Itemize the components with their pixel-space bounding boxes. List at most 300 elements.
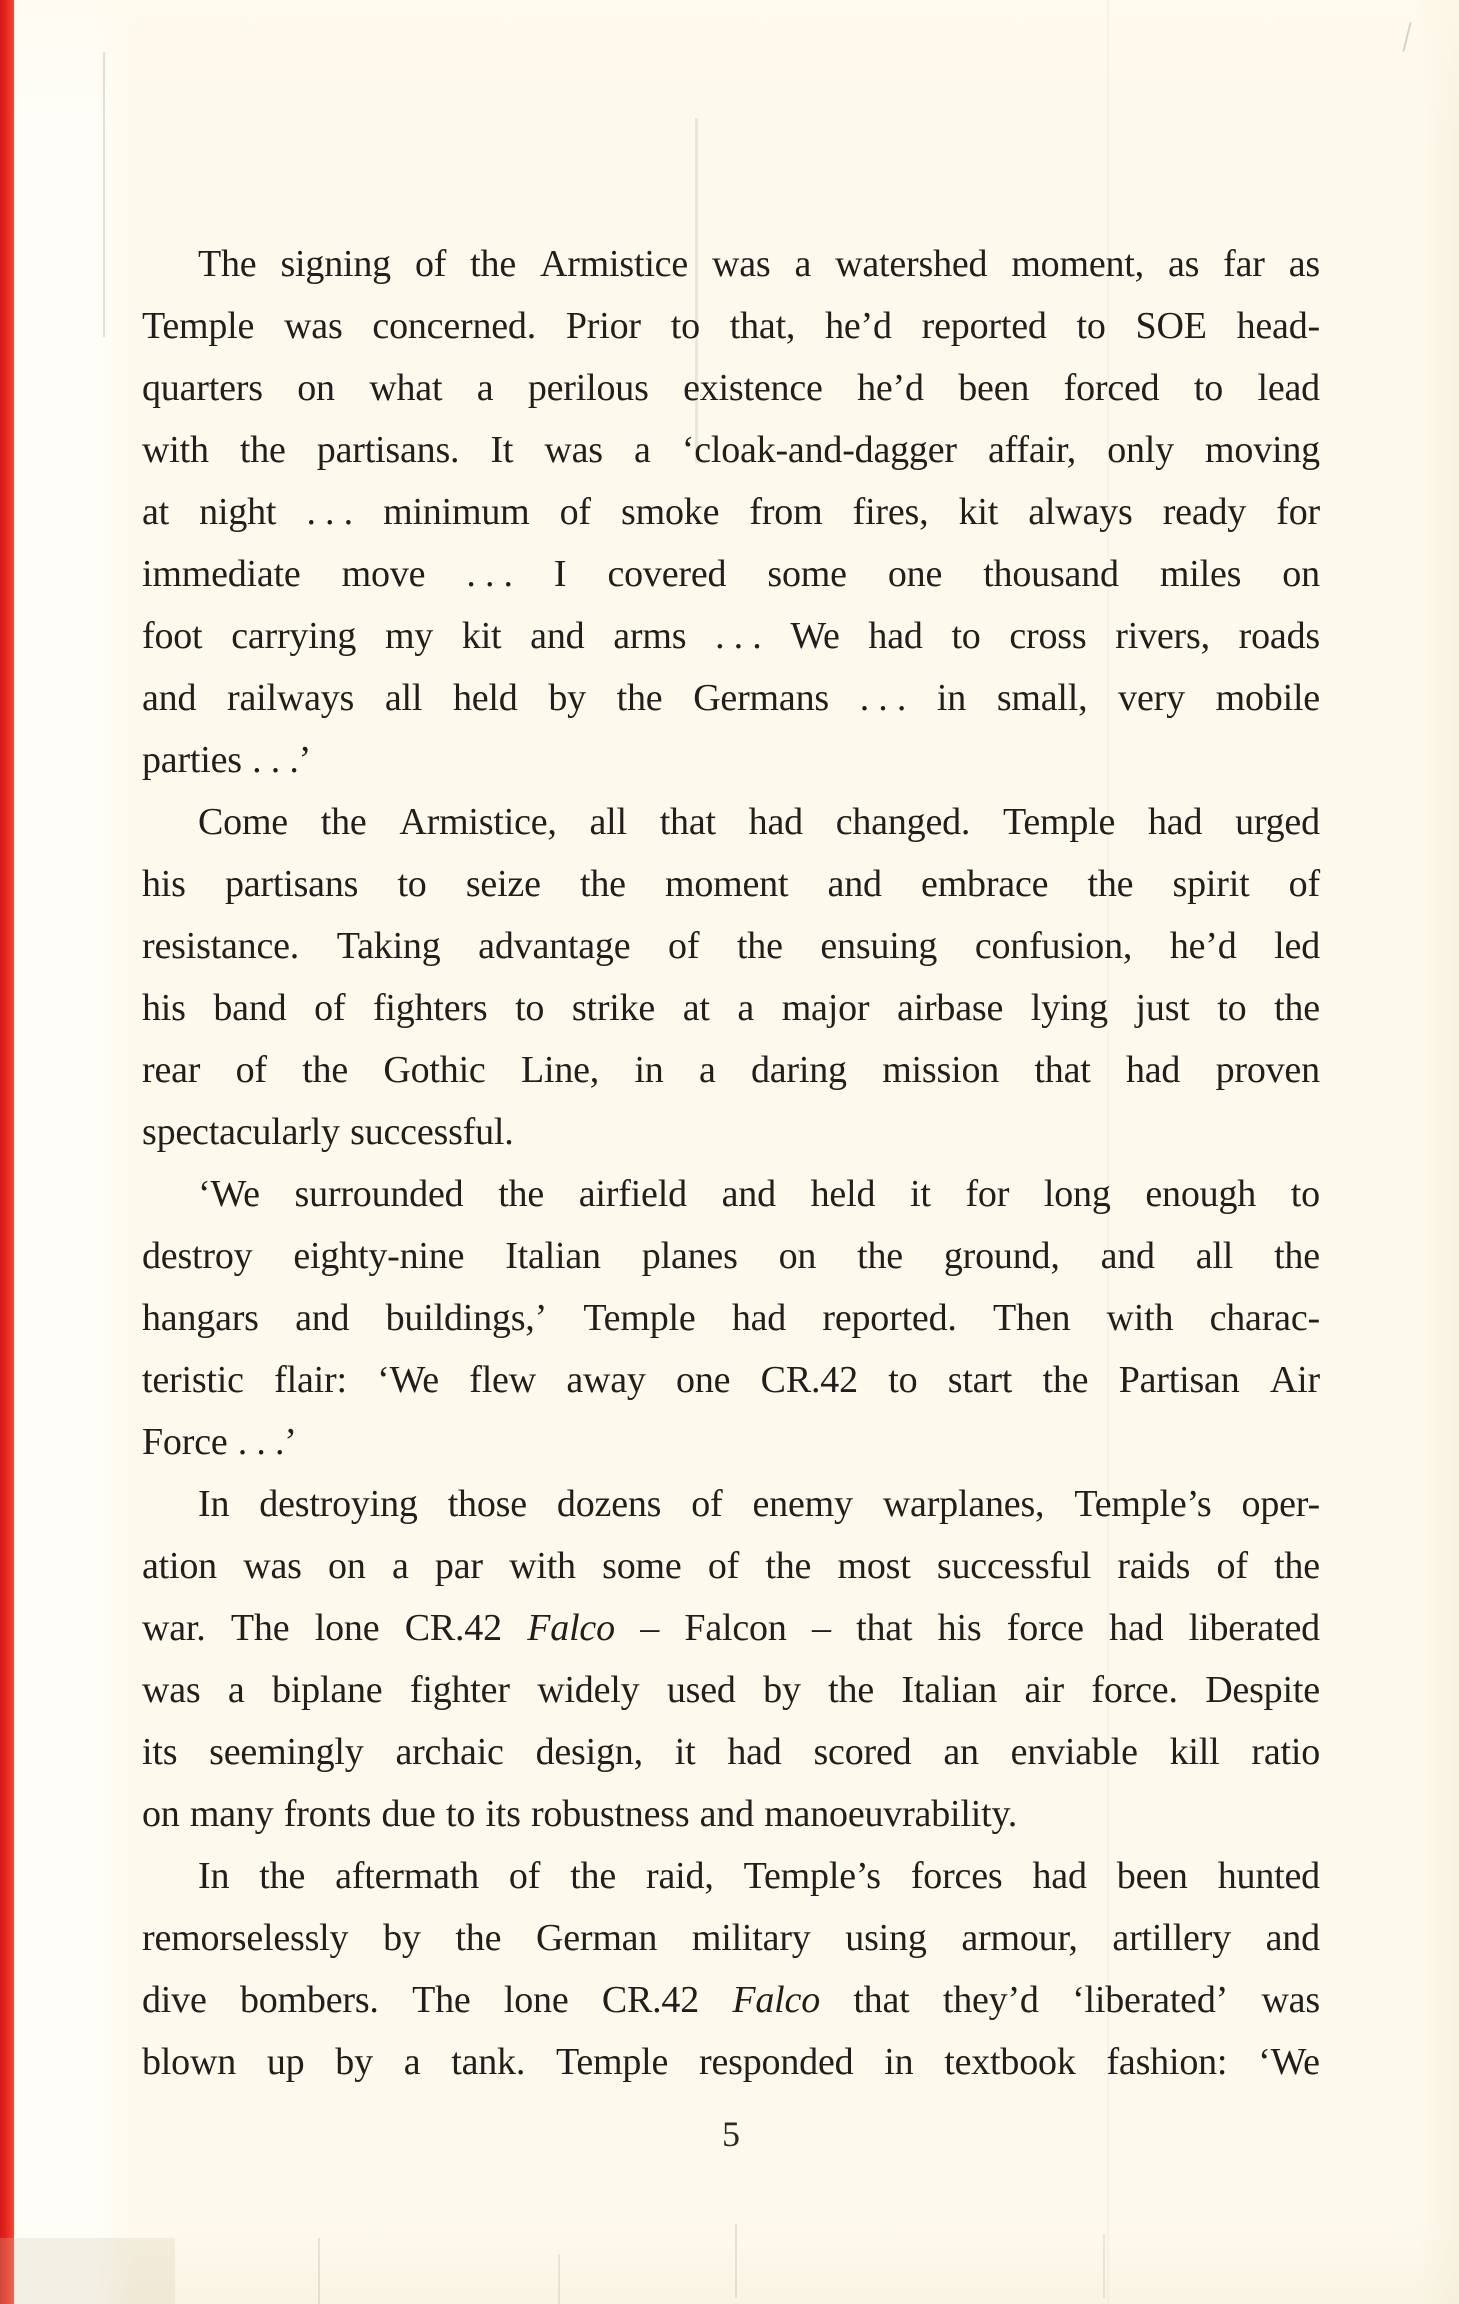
word: only	[1107, 429, 1174, 471]
text-line	[142, 1411, 1320, 1473]
word: carrying	[231, 615, 357, 657]
word: Temple	[1003, 801, 1116, 843]
word: covered	[607, 553, 727, 595]
word: ‘We	[377, 1359, 439, 1401]
word: to	[951, 615, 981, 657]
word: that	[1034, 1049, 1091, 1091]
word: an	[943, 1731, 979, 1773]
word: the	[616, 677, 663, 719]
word: immediate	[142, 553, 301, 595]
word: robustness	[530, 1793, 690, 1835]
word: night	[199, 491, 277, 533]
word: blown	[142, 2041, 237, 2083]
text-line	[142, 1101, 1320, 1163]
word: of	[1216, 1545, 1248, 1587]
word: moving	[1205, 429, 1320, 471]
word: held	[452, 677, 518, 719]
word: all	[1195, 1235, 1234, 1277]
word: what	[369, 367, 443, 409]
word: to	[1217, 987, 1247, 1029]
text-line	[142, 2031, 1320, 2093]
word: dozens	[556, 1483, 662, 1525]
word: of	[508, 1855, 541, 1897]
word: on	[778, 1235, 817, 1277]
word: design,	[535, 1731, 643, 1773]
word: to	[888, 1359, 918, 1401]
word: parties	[142, 739, 242, 781]
word: all	[589, 801, 627, 843]
word: spirit	[1172, 863, 1250, 905]
word: to	[1076, 305, 1106, 347]
text-line	[142, 1845, 1320, 1907]
word: The	[198, 243, 257, 285]
word: fires,	[852, 491, 929, 533]
word: watershed	[835, 243, 988, 285]
word: away	[566, 1359, 646, 1401]
text-line	[142, 1225, 1320, 1287]
text-line	[142, 1163, 1320, 1225]
word: on	[142, 1793, 180, 1835]
word: on	[1282, 553, 1320, 595]
word: a	[476, 367, 494, 409]
word: kill	[1169, 1731, 1220, 1773]
word: fashion:	[1106, 2041, 1228, 2083]
word: Gothic	[383, 1049, 486, 1091]
word: the	[570, 1855, 617, 1897]
word: force	[1006, 1607, 1084, 1649]
word: . . .	[859, 677, 907, 719]
word: his	[142, 987, 186, 1029]
word: many	[189, 1793, 274, 1835]
word: by	[763, 1669, 801, 1711]
word: seize	[465, 863, 541, 905]
word: had	[727, 1731, 782, 1773]
paragraph	[142, 1163, 1320, 1473]
word: –	[811, 1607, 831, 1649]
word: surrounded	[294, 1173, 464, 1215]
word: Then	[992, 1297, 1071, 1339]
word: manoeuvrability.	[764, 1793, 1018, 1835]
italic-word: Falco	[527, 1607, 615, 1649]
word: Temple	[583, 1297, 696, 1339]
word: cross	[1009, 615, 1087, 657]
word: smoke	[621, 491, 720, 533]
word: in	[884, 2041, 914, 2083]
word: I	[553, 553, 567, 595]
word: he’d	[857, 367, 924, 409]
word: Falcon	[684, 1607, 787, 1649]
paragraph	[142, 791, 1320, 1163]
word: by	[335, 2041, 373, 2083]
word: it	[674, 1731, 696, 1773]
word: at	[142, 491, 170, 533]
word: the	[579, 863, 626, 905]
word: of	[668, 925, 700, 967]
word: for	[1276, 491, 1320, 533]
word: . . .	[306, 491, 353, 533]
word: CR.42	[601, 1979, 700, 2021]
word: of	[1288, 863, 1320, 905]
word: led	[1274, 925, 1320, 967]
word: Armistice,	[399, 801, 557, 843]
word: resistance.	[142, 925, 300, 967]
word: and	[295, 1297, 350, 1339]
word: biplane	[272, 1669, 383, 1711]
word: German	[535, 1917, 658, 1959]
word: . . .	[466, 553, 513, 595]
text-line	[142, 729, 1320, 791]
text-line	[142, 605, 1320, 667]
word: by	[383, 1917, 421, 1959]
word: charac-	[1209, 1297, 1320, 1339]
word: and	[721, 1173, 776, 1215]
word: always	[1028, 491, 1133, 533]
word: had	[1109, 1607, 1164, 1649]
word: they’d	[942, 1979, 1039, 2021]
text-line	[142, 295, 1320, 357]
word: roads	[1238, 615, 1320, 657]
word: to	[515, 987, 545, 1029]
text-line	[142, 1535, 1320, 1597]
word: used	[666, 1669, 736, 1711]
word: those	[447, 1483, 527, 1525]
word: enough	[1145, 1173, 1257, 1215]
word: Temple’s	[743, 1855, 881, 1897]
word: start	[947, 1359, 1013, 1401]
word: urged	[1235, 801, 1320, 843]
word: in	[634, 1049, 664, 1091]
word: the	[828, 1669, 874, 1711]
word: Temple	[142, 305, 255, 347]
word: was	[544, 429, 603, 471]
text-line	[142, 1349, 1320, 1411]
word: Temple	[555, 2041, 669, 2083]
word: flair:	[274, 1359, 347, 1401]
word: remorselessly	[142, 1917, 349, 1959]
word: teristic	[142, 1359, 244, 1401]
word: to	[670, 305, 700, 347]
word: existence	[683, 367, 823, 409]
word: affair,	[987, 429, 1077, 471]
word: eighty-nine	[293, 1235, 465, 1277]
word: advantage	[478, 925, 631, 967]
word: and	[530, 615, 585, 657]
word: successful	[936, 1545, 1092, 1587]
word: ensuing	[820, 925, 938, 967]
word: by	[548, 677, 586, 719]
word: just	[1135, 987, 1190, 1029]
word: with	[509, 1545, 576, 1587]
word: was	[284, 305, 343, 347]
word: ground,	[943, 1235, 1060, 1277]
word: lone	[503, 1979, 569, 2021]
word: scored	[813, 1731, 912, 1773]
word: the	[498, 1173, 545, 1215]
word: the	[857, 1235, 903, 1277]
word: the	[1042, 1359, 1089, 1401]
word: to	[397, 863, 427, 905]
word: railways	[227, 677, 355, 719]
word: ‘We	[1258, 2041, 1320, 2083]
word: CR.42	[404, 1607, 502, 1649]
word: forces	[910, 1855, 1003, 1897]
word: flew	[469, 1359, 536, 1401]
word: using	[845, 1917, 927, 1959]
text-line	[142, 1659, 1320, 1721]
text-line	[142, 1473, 1320, 1535]
word: mission	[882, 1049, 1000, 1091]
word: hangars	[142, 1297, 259, 1339]
word: foot	[142, 615, 203, 657]
word: dive	[142, 1979, 207, 2021]
word: a	[698, 1049, 716, 1091]
word: partisans.	[316, 429, 460, 471]
word: miles	[1159, 553, 1242, 595]
word: had	[868, 615, 923, 657]
word: one	[887, 553, 943, 595]
word: that	[659, 801, 716, 843]
paragraph	[142, 1845, 1320, 2093]
word: he’d	[825, 305, 892, 347]
word: at	[682, 987, 710, 1029]
word: in	[936, 677, 967, 719]
word: rivers,	[1115, 615, 1210, 657]
word: Line,	[520, 1049, 600, 1091]
word: successful.	[350, 1111, 514, 1153]
word: Germans	[693, 677, 829, 719]
text-line	[142, 853, 1320, 915]
word: as	[1288, 243, 1320, 285]
word: lying	[1030, 987, 1108, 1029]
word: fighters	[372, 987, 488, 1029]
word: ‘We	[198, 1173, 260, 1215]
word: thousand	[983, 553, 1119, 595]
word: he’d	[1169, 925, 1237, 967]
text-line	[142, 357, 1320, 419]
word: It	[490, 429, 514, 471]
word: signing	[280, 243, 391, 285]
word: –	[640, 1607, 660, 1649]
word: and	[142, 677, 197, 719]
word: and	[1265, 1917, 1320, 1959]
word: planes	[641, 1235, 738, 1277]
word: the	[736, 925, 783, 967]
text-line	[142, 1969, 1320, 2031]
word: reported.	[822, 1297, 957, 1339]
word: some	[602, 1545, 682, 1587]
word: quarters	[142, 367, 263, 409]
word: and	[699, 1793, 754, 1835]
word: enviable	[1010, 1731, 1138, 1773]
word: CR.42	[760, 1359, 858, 1401]
word: liberated	[1188, 1607, 1320, 1649]
word: fighter	[409, 1669, 510, 1711]
word: Come	[198, 801, 288, 843]
word: war.	[142, 1607, 206, 1649]
word: forced	[1063, 367, 1160, 409]
word: had	[1148, 801, 1203, 843]
word: its	[485, 1793, 521, 1835]
word: his	[142, 863, 186, 905]
word: confusion,	[974, 925, 1133, 967]
word: bombers.	[239, 1979, 379, 2021]
word: destroy	[142, 1235, 253, 1277]
word: enemy	[752, 1483, 853, 1525]
word: air	[1024, 1669, 1064, 1711]
word: ‘cloak-and-dagger	[681, 429, 957, 471]
word: of	[707, 1545, 740, 1587]
word: kit	[461, 615, 502, 657]
word: Taking	[336, 925, 441, 967]
word: some	[767, 553, 847, 595]
word: for	[965, 1173, 1010, 1215]
word: up	[266, 2041, 305, 2083]
word: . . .	[715, 615, 762, 657]
word: ‘liberated’	[1072, 1979, 1229, 2021]
word: buildings,’	[385, 1297, 548, 1339]
word: lead	[1257, 367, 1320, 409]
word: ation	[142, 1545, 217, 1587]
word: force.	[1091, 1669, 1178, 1711]
word: perilous	[527, 367, 649, 409]
paragraph	[142, 233, 1320, 791]
word: been	[1116, 1855, 1188, 1897]
word: on	[297, 367, 335, 409]
word: strike	[571, 987, 656, 1029]
word: Despite	[1205, 1669, 1320, 1711]
word: moment,	[1011, 243, 1144, 285]
word: was	[142, 1669, 201, 1711]
word: Armistice	[539, 243, 689, 285]
word: The	[412, 1979, 471, 2021]
word: Partisan	[1118, 1359, 1240, 1401]
word: In	[198, 1855, 230, 1897]
text-line	[142, 1783, 1320, 1845]
word: . . .’	[252, 739, 312, 781]
text-line	[142, 1287, 1320, 1349]
word: with	[142, 429, 209, 471]
word: of	[559, 491, 591, 533]
word: changed.	[835, 801, 971, 843]
word: that	[853, 1979, 910, 2021]
word: We	[790, 615, 840, 657]
word: rear	[142, 1049, 201, 1091]
italic-word: Falco	[732, 1979, 820, 2021]
word: as	[1167, 243, 1200, 285]
word: held	[810, 1173, 876, 1215]
word: the	[320, 801, 367, 843]
word: proven	[1215, 1049, 1320, 1091]
word: had	[731, 1297, 787, 1339]
word: had	[1125, 1049, 1181, 1091]
word: military	[691, 1917, 811, 1959]
word: Air	[1269, 1359, 1320, 1401]
word: widely	[537, 1669, 640, 1711]
word: hunted	[1217, 1855, 1320, 1897]
word: spectacularly	[142, 1111, 340, 1153]
word: band	[213, 987, 287, 1029]
word: been	[958, 367, 1030, 409]
word: to	[1290, 1173, 1320, 1215]
word: the	[239, 429, 286, 471]
word: warplanes,	[882, 1483, 1045, 1525]
word: my	[384, 615, 434, 657]
text-line	[142, 481, 1320, 543]
text-line	[142, 1907, 1320, 1969]
word: textbook	[944, 2041, 1076, 2083]
word: that,	[729, 305, 796, 347]
text-line	[142, 1597, 1320, 1659]
text-line	[142, 791, 1320, 853]
word: one	[676, 1359, 731, 1401]
word: the	[302, 1049, 349, 1091]
word: the	[470, 243, 516, 285]
word: oper-	[1241, 1483, 1320, 1525]
word: daring	[750, 1049, 847, 1091]
word: small,	[996, 677, 1088, 719]
word: was	[712, 243, 771, 285]
word: embrace	[921, 863, 1049, 905]
word: was	[243, 1545, 302, 1587]
word: due	[381, 1793, 436, 1835]
word: Italian	[505, 1235, 601, 1277]
word: of	[314, 987, 346, 1029]
word: the	[1274, 987, 1320, 1029]
word: reported	[921, 305, 1047, 347]
word: move	[341, 553, 426, 595]
word: the	[1274, 1545, 1320, 1587]
word: to	[1193, 367, 1224, 409]
word: SOE	[1135, 305, 1207, 347]
word: raids	[1117, 1545, 1191, 1587]
word: arms	[613, 615, 687, 657]
word: Force	[142, 1421, 228, 1463]
word: moment	[665, 863, 789, 905]
book-spine-red-edge	[0, 0, 14, 2304]
word: aftermath	[335, 1855, 479, 1897]
word: airfield	[578, 1173, 687, 1215]
page-text	[142, 233, 1320, 2093]
word: its	[142, 1731, 178, 1773]
word: a	[227, 1669, 245, 1711]
word: mobile	[1215, 677, 1320, 719]
word: lone	[314, 1607, 380, 1649]
word: all	[384, 677, 423, 719]
word: a	[403, 2041, 421, 2083]
word: that	[856, 1607, 913, 1649]
word: ready	[1162, 491, 1247, 533]
text-line	[142, 1039, 1320, 1101]
word: Italian	[901, 1669, 998, 1711]
word: raid,	[646, 1855, 714, 1897]
word: destroying	[259, 1483, 418, 1525]
text-line	[142, 977, 1320, 1039]
page-number: 5	[722, 2114, 740, 2154]
word: Prior	[565, 305, 641, 347]
word: head-	[1236, 305, 1320, 347]
word: the	[1274, 1235, 1320, 1277]
word: most	[837, 1545, 911, 1587]
word: was	[1261, 1979, 1320, 2021]
word: to	[445, 1793, 476, 1835]
word: tank.	[451, 2041, 526, 2083]
word: concerned.	[372, 305, 537, 347]
word: far	[1223, 243, 1265, 285]
word: par	[434, 1545, 483, 1587]
word: airbase	[896, 987, 1004, 1029]
text-line	[142, 915, 1320, 977]
word: of	[414, 243, 447, 285]
